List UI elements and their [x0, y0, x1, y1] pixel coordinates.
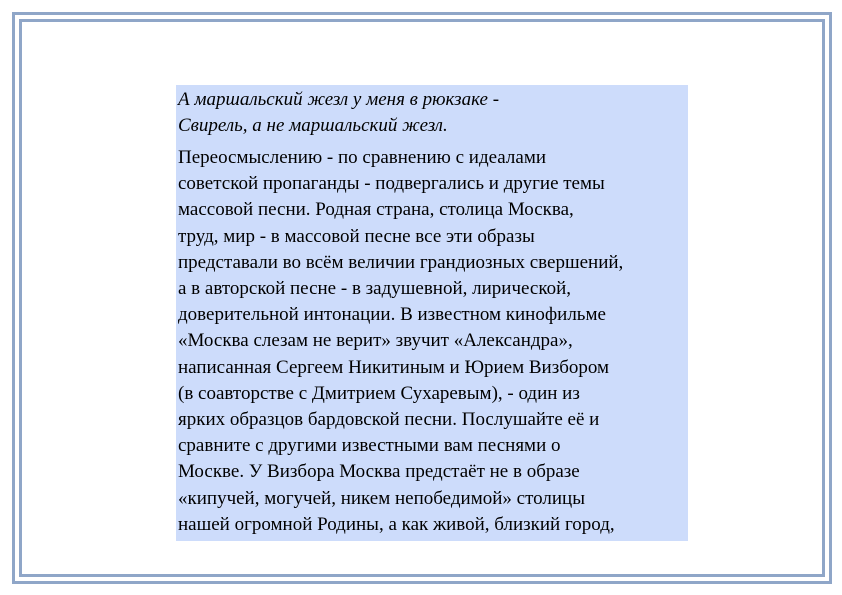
- text-block: [176, 85, 688, 541]
- body-line: (в соавторстве с Дмитрием Сухаревым), - один из: [178, 382, 580, 404]
- epigraph: [178, 87, 685, 139]
- epigraph-line: Свирель, а не маршальский жезл.: [178, 115, 448, 136]
- body-line: представали во всём величии грандиозных свершений,: [178, 251, 624, 273]
- epigraph-line: А маршальский жезл у меня в рюкзаке -: [178, 89, 500, 110]
- body-paragraph: [178, 145, 685, 538]
- body-line: Переосмыслению - по сравнению с идеалами: [178, 147, 547, 168]
- body-line: «Москва слезам не верит» звучит «Александра»,: [178, 330, 573, 352]
- body-line: советской пропаганды - подвергались и другие темы: [178, 173, 605, 195]
- body-line: написанная Сергеем Никитиным и Юрием Визбором: [178, 356, 610, 378]
- body-line: труд, мир - в массовой песне все эти образы: [178, 225, 535, 247]
- body-line: а в авторской песне - в задушевной, лирической,: [178, 278, 572, 300]
- body-line: «кипучей, могучей, никем непобедимой» столицы: [178, 487, 585, 509]
- body-line: Москве. У Визбора Москва предстаёт не в образе: [178, 461, 580, 483]
- body-line: доверительной интонации. В известном кинофильме: [178, 304, 606, 326]
- body-line: сравните с другими известными вам песнями о: [178, 435, 561, 457]
- body-line: массовой песни. Родная страна, столица Москва,: [178, 199, 574, 221]
- body-line: ярких образцов бардовской песни. Послушайте её и: [178, 409, 600, 431]
- body-line: нашей огромной Родины, а как живой, близкий город,: [178, 513, 615, 535]
